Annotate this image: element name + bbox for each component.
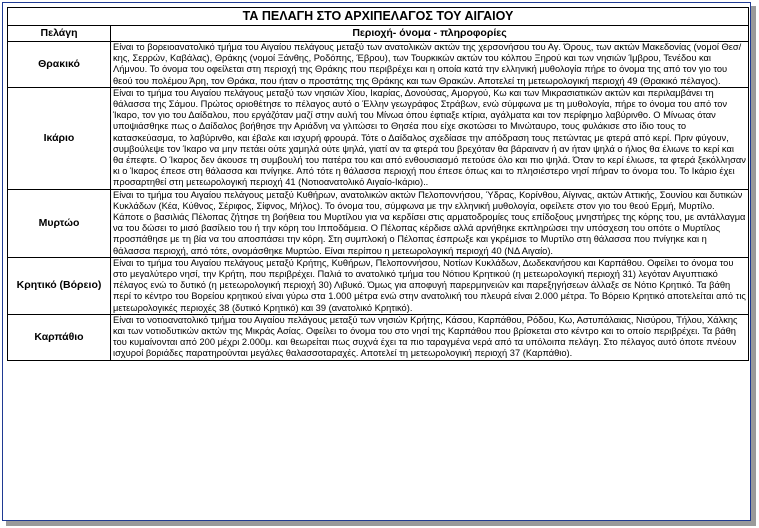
header-seas: Πελάγη bbox=[8, 26, 111, 42]
sea-name: Μυρτώο bbox=[8, 189, 111, 257]
document-frame bbox=[2, 2, 751, 521]
table-container bbox=[7, 7, 748, 518]
table-row bbox=[8, 42, 749, 88]
sea-name: Καρπάθιο bbox=[8, 314, 111, 360]
sea-description: Είναι το βορειοανατολικό τμήμα του Αιγαίου πελάγους μεταξύ των ανατολικών ακτών της χερσονήσου του Αγ. Όρους, των ακτών Μακεδονίας (νομοί Θεσ/κης, Σερρών, Καβάλας), Θράκης (νομοί Ξάνθης, Ροδόπης, Έβρου), των Τουρκικών ακτών του κόλπου Ξηρού και των νησιών Ίμβρου, Τενέδου και Λήμνου. Το όνομα του οφείλεται στη περιοχή της Θράκης που περιβρέχει και η οποία κατά την ελληνική μυθολογία πήρε το όνομα της από τον γιο του θεού του πολέμου Άρη, τον Θράκα, που ήταν ο προστάτης της Θράκης και των Θρακών. Αποτελεί τη μετεωρολογική περιοχή 49 (Θρακικό πέλαγος). bbox=[111, 42, 749, 88]
sea-description: Είναι το νοτιοανατολικό τμήμα του Αιγαίου πελάγους μεταξύ των νησιών Κρήτης, Κάσου, Καρπάθου, Ρόδου, Κω, Αστυπάλαιας, Νισύρου, Τήλου, Χάλκης και των νοτιοδυτικών ακτών της Μικράς Ασίας. Οφείλει το όνομα του στο νησί της Καρπάθου που βρίσκεται στο κέντρο και το οποίο περιβρέχει. Τα βάθη του κυμαίνονται από 200 μέχρι 2.000μ. και θεωρείται πως συχνά έχει τα πιο ταραγμένα νερά από τα υπόλοιπα πελάγη. Στο πέλαγος αυτό όποτε πνέουν ισχυροί βοριάδες παρατηρούνται μεγάλες θαλασσοταραχές. Αποτελεί τη μετεωρολογική περιοχή 37 (Καρπάθιο). bbox=[111, 314, 749, 360]
sea-description: Είναι το τμήμα του Αιγαίου πελάγους μεταξύ των νησιών Χίου, Ικαρίας, Δονούσας, Αμοργού, Κω και των Μικρασιατικών ακτών και περιλαμβάνει τη θάλασσα της Σάμου. Πρώτος οριοθέτησε το πέλαγος αυτό ο Έλλην γεωγράφος Στράβων, ενώ σύμφωνα με τη μυθολογία, πήρε το όνομα του από τον Ίκαρο, τον γιο του Δαίδαλου, που εργάζόταν μαζί στην αυλή του Μίνωα όπου έφτιαξε κτίρια, αγάλματα και τον περίφημο λαβύρινθο. Ο Μίνωας όταν υποψιάσθηκε πως ο Δαίδαλος βοήθησε την Αριάδνη να γλιτώσει το Θησέα που είχε σκοτώσει το Μινώταυρο, τους φυλάκισε στο ίδιο τους το κατασκεύασμα, το λαβύρινθο, και έβαλε και ισχυρή φρουρά. Τότε ο Δαίδαλος σχεδίασε την απόδραση τους πετώντας με φτερά από κερί. Πριν φύγουν, συμβούλεψε τον Ίκαρο να μην πετάει ούτε χαμηλά ούτε ψηλά, γιατί αν τα φτερά του βρεχόταν θα βάραιναν ή αν ήταν ψηλά ο ήλιος θα έλιωνε το κερί και θα έπεφτε. Ο Ίκαρος δεν άκουσε τη συμβουλή του πατέρα του και από ενθουσιασμό πετούσε όλο και πιο ψηλά. Όταν το κερί έλιωσε, τα φτερά ξεκόλλησαν κι ο Ίκαρος έπεσε στη θάλασσα και πνίγηκε. Από τότε η θάλασσα περιοχή που έπεσε όπως και το πλησιέστερο νησί πήραν το όνομα του. Το Ικάριο έχει προσαρτηθεί στη μετεωρολογική περιοχή 41 (Νοτιοανατολικό Αιγαίο-Ικάριο).. bbox=[111, 87, 749, 189]
table-row bbox=[8, 189, 749, 257]
sea-description: Είναι το τμήμα του Αιγαίου πελάγους μεταξύ Κυθήρων, ανατολικών ακτών Πελοποννήσου, Ύδρας, Κορίνθου, Αίγινας, ακτών Αττικής, Σουνίου και δυτικών Κυκλάδων (Κέα, Κύθνος, Σέριφος, Σίφνος, Μήλος). Το όνομα του, σύμφωνα με την ελληνική μυθολογία, οφείλετε στον γιο του θεού Ερμή, Μυρτίλο. Κάποτε ο βασιλιάς Πέλοπας ζήτησε τη βοήθεια του Μυρτίλου για να κερδίσει στις αρματοδρομίες τους επίδοξους μνηστήρες της κόρης του, με αντάλλαγμα να του δώσει το μισό βασίλειο του ή την κόρη του Ιπποδάμεια. Ο Πέλοπας κέρδισε αλλά αρνήθηκε εκπληρώσει την υπόσχεση του οπότε ο Μυρτίλος προσπάθησε με τη βία να του αποσπάσει την κόρη. Στη συμπλοκή ο Πέλοπας έσπρωξε και γκρέμισε το Μυρτίλο στη θάλασσα που πνίγηκε και η θάλασσα περιοχή, από τότε, ονομάσθηκε Μυρτώο. Είναι περίπου η μετεωρολογική περιοχή 40 (ΝΔ Αιγαίο). bbox=[111, 189, 749, 257]
sea-name: Ικάριο bbox=[8, 87, 111, 189]
sea-description: Είναι το τμήμα του Αιγαίου πελάγους μεταξύ Κρήτης, Κυθήρων, Πελοποννήσου, Νοτίων Κυκλάδων, Δωδεκανήσου και Καρπάθου. Οφείλει το όνομα του στο μεγαλύτερο νησί, την Κρήτη, που περιβρέχει. Παλιά το ανατολικό τμήμα του Νότιου Κρητικού (η μετεωρολογική περιοχή 31) λεγόταν Αιγυπτιακό πέλαγος ενώ το δυτικό (η μετεωρολογική περιοχή 30) Λιβυκό. Όμως για αποφυγή παρερμηνειών και παρεξηγήσεων άλλαξε σε Νότιο Κρητικό. Τα βάθη περί το κέντρο του Βορείου κρητικού είναι γύρω στα 1.000 μέτρα ενώ στην ανατολική του πλευρά είναι 2.000 μέτρα. Το Βόρειο Κρητικό αποτελείται από τις μετεωρολογικές περιοχές 38 (δυτικό Κρητικό) και 39 (ανατολικό Κρητικό). bbox=[111, 257, 749, 314]
table-row bbox=[8, 314, 749, 360]
table-row bbox=[8, 87, 749, 189]
frame-shadow-right bbox=[751, 6, 756, 525]
header-info: Περιοχή- όνομα - πληροφορίες bbox=[111, 26, 749, 42]
title-row bbox=[8, 8, 749, 26]
seas-table bbox=[7, 7, 749, 361]
table-row bbox=[8, 257, 749, 314]
header-row bbox=[8, 26, 749, 42]
sea-name: Θρακικό bbox=[8, 42, 111, 88]
frame-shadow-bottom bbox=[6, 521, 756, 526]
table-title: ΤΑ ΠΕΛΑΓΗ ΣΤΟ ΑΡΧΙΠΕΛΑΓΟΣ ΤΟΥ ΑΙΓΑΙΟΥ bbox=[8, 8, 749, 26]
sea-name: Κρητικό (Βόρειο) bbox=[8, 257, 111, 314]
